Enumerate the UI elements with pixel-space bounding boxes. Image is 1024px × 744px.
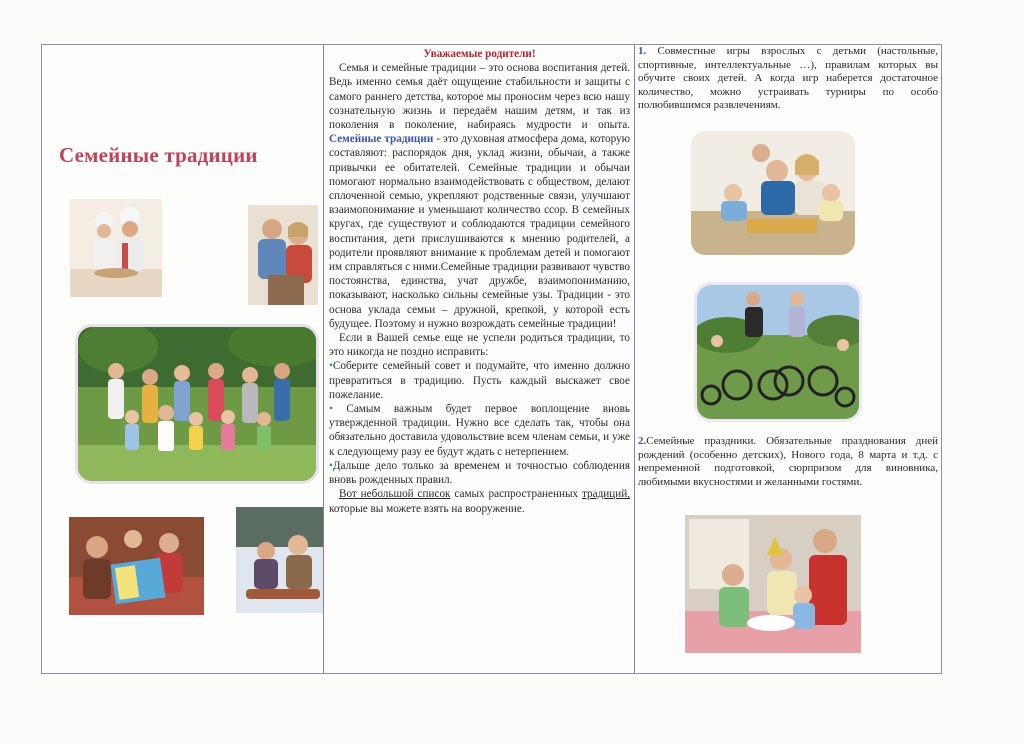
bullet-2-text: Самым важным будет первое воплощение вновь утвержденной традиции. Нужно все сделать так, чтобы она обязательно доставила удовольствие всем членам семьи, и уже к следующему разу ее будут ждать с нетерпением. (329, 403, 630, 458)
bullet-dot-icon: • (329, 459, 333, 472)
bullet-1 (329, 359, 630, 402)
bullet-3-text: Дальше дело только за временем и точностью соблюдения вновь рожденных правил. (329, 459, 630, 487)
list-text-a: самых распространенных (450, 488, 582, 501)
article-text (329, 47, 630, 516)
photo-grandparents (248, 205, 318, 305)
list-text-b: которые вы можете взять на вооружение. (329, 502, 525, 515)
photo-reading (69, 517, 204, 615)
brochure-sheet (41, 44, 942, 674)
cover-panel (42, 45, 323, 673)
bullet-dot-icon: • (329, 360, 333, 373)
intro-text-b: - это духовная атмосфера дома, которую составляют: распорядок дня, уклад жизни, обычаи, а также привычки ее обитателей. Семейные традиции и обычаи помогают нормально взаимодействовать с обществом, делают сплоченной семью, укрепляют родственные связи, улучшают взаимопонимание и уменьшают количество ссор. В семейных кругах, где существуют и соблюдаются традиции семейного воспитания, дети прислушиваются к мнению родителей, а родители проявляют внимание к проблемам детей и помогают им справляться с ними.Семейные традиции развивают чувство постоянства, единства, учат дружбе, взаимопониманию, показывают, насколько сильны семейные узы. Традиции - это основа уклада семьи – дружной, крепкой, у которой есть будущее. Поэтому и нужно возрождать семейные традиции! (329, 133, 630, 330)
photo-big-family (78, 327, 316, 481)
photo-cooking (70, 199, 162, 297)
right-panel (635, 45, 941, 673)
bullet-3 (329, 459, 630, 487)
item-2-number: 2. (638, 435, 647, 447)
item-1-text: Совместные игры взрослых с детьми (настольные, спортивные, интеллектуальные …), правилам которых вы обучите своих детей. А когда игр наберется достаточное количество, можно устраивать турниры по особо полюбившимся развлечениям. (638, 45, 938, 112)
middle-panel (324, 45, 634, 673)
paragraph-list-intro (329, 487, 630, 515)
intro-highlight: Семейные традиции (329, 133, 434, 146)
intro-text-a: Семья и семейные традиции – это основа воспитания детей. Ведь именно семья даёт ощущение стабильности и защиты с самого раннего детства, которое мы проносим через всю нашу сознательную жизнь и передаём нашим детям, и так из поколения в поколение, набираясь мудрости и опыта. (329, 62, 630, 132)
item-2 (638, 435, 938, 489)
bullet-2 (329, 402, 630, 459)
bullet-1-text: Соберите семейный совет и подумайте, что именно должно превратиться в традицию. Пусть каждый выскажет свое пожелание. (329, 360, 630, 401)
item-1-number: 1. (638, 45, 647, 57)
photo-bikes (697, 285, 859, 419)
list-link-text-2: традиций, (581, 488, 631, 501)
item-2-text: Семейные праздники. Обязательные празднования дней рождений (особенно детских), Нового года, 8 марта и т.д. с непременной подготовкой, сюрпризом для виновника, любимыми вкусностями и желанными гостями. (638, 435, 938, 488)
article-heading: Уважаемые родители! (423, 48, 536, 60)
list-link-text: Вот небольшой список (339, 488, 451, 501)
bullet-dot-icon: • (329, 403, 333, 416)
photo-birthday (685, 515, 861, 653)
item-1 (638, 45, 938, 113)
paragraph-intro (329, 61, 630, 331)
photo-board-game (691, 131, 855, 255)
photo-winter (236, 507, 323, 613)
paragraph-fix: Если в Вашей семье еще не успели родиться традиции, то это никогда не поздно исправить: (329, 332, 630, 359)
cover-title: Семейные традиции (59, 143, 258, 167)
